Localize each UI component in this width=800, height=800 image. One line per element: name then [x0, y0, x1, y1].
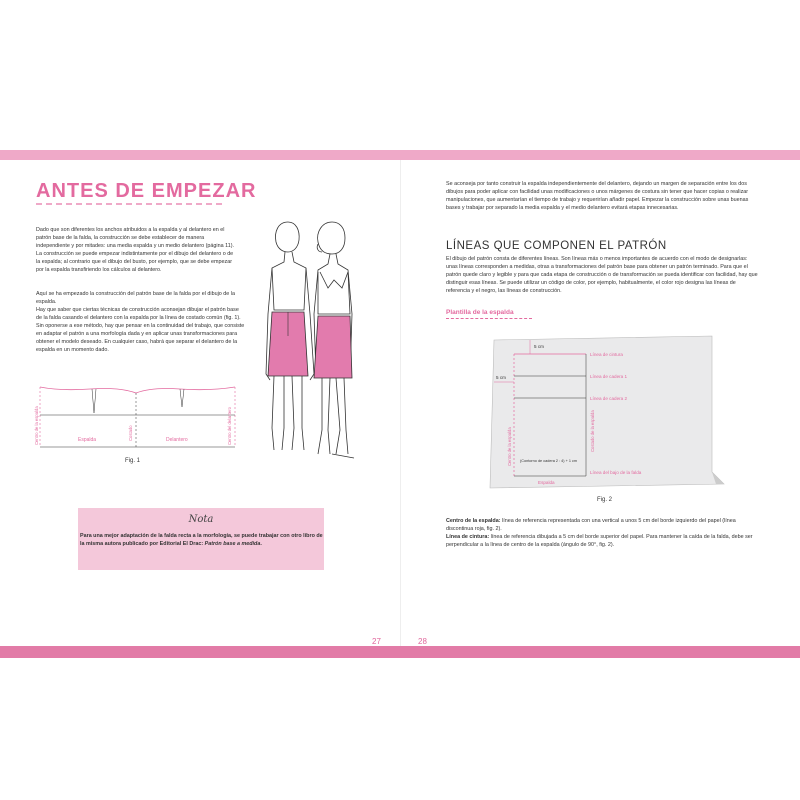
plantilla-subheading: Plantilla de la espalda	[446, 309, 514, 316]
left-page-heading: ANTES DE EMPEZAR	[36, 180, 257, 202]
heading-dashed-underline	[36, 203, 222, 205]
fig2-contorno-note: (Contorno de cadera 2 : 4) + 1 cm	[520, 459, 578, 463]
figure-2-pattern-template	[486, 334, 736, 494]
fig1-espalda-label: Espalda	[78, 437, 97, 443]
front-skirt	[314, 316, 352, 378]
right-intro-paragraph: Se aconseja por tanto construir la espalda independientemente del delantero, dejando un margen de separación entre los dos dibujos para poder aplicar con facilidad unas modificaciones o unos márgenes de costura sin tener que hacer copias o realizar manipulaciones, que aumentarían el tiempo de trabajo y requerirían añadir papel. Empezar la construcción sobre unas buenas bases y trabajar por separado la media espalda y el medio delantero evitará etapas innecesarias.	[446, 181, 749, 212]
left-intro-paragraph: Dado que son diferentes los anchos atribuidos a la espalda y al delantero en el patrón base de la falda, la construcción se debe establecer de manera independiente y por mitades: una media espalda y un medio delantero (página 11). La construcción se puede empezar indistintamente por el dibujo del delantero o de la espalda; al contrario que el dibujo del busto, por ejemplo, que se debe empezar por la espalda transfiriendo los cálculos al delantero.	[36, 227, 234, 274]
nota-title: Nota	[188, 514, 214, 525]
fig2-linea-cadera2: Línea de cadera 2	[590, 396, 628, 401]
fig1-centro-espalda-label: Centro de la espalda	[34, 406, 39, 445]
subheading-dashed-underline	[446, 318, 532, 319]
figure-1-pattern	[30, 383, 248, 458]
fig2-espalda: Espalda	[538, 480, 555, 485]
fig1-centro-delantero-label: Centro del delantero	[227, 407, 232, 445]
right-page-heading: LÍNEAS QUE COMPONEN EL PATRÓN	[446, 240, 667, 252]
nota-text-bold: Para una mejor adaptación de la falda recta a la morfología, se puede trabajar con otro libro de la misma autora publicado por Editorial El Drac:	[80, 533, 323, 548]
fig2-5cm-top: 5 cm	[534, 344, 544, 349]
fig1-delantero-label: Delantero	[166, 437, 188, 443]
bottom-decorative-band	[0, 646, 800, 658]
back-legs	[272, 376, 304, 450]
fig2-centro-espalda: Centro de la espalda	[507, 427, 512, 466]
definition-linea-cintura	[446, 533, 758, 549]
right-body-paragraph: El dibujo del patrón consta de diferentes líneas. Son líneas más o menos importantes de acuerdo con el modo de designarlas: unas líneas corresponden a medidas, otras a transformaciones del patrón base para obtener un patrón terminado. Para que el patrón quede claro y legible y para que cada etapa de construcción o de transformación se pueda identificar con facilidad, hay que distinguir esas líneas. Se puede utilizar un código de color, por ejemplo, habitualmente, el color rojo designa las líneas de referencia y el negro, las líneas de construcción.	[446, 256, 758, 295]
figure-1-caption: Fig. 1	[125, 458, 141, 464]
fig2-linea-cintura: Línea de cintura	[590, 352, 623, 357]
hip-curve-line	[40, 387, 235, 393]
fig2-linea-cadera1: Línea de cadera 1	[590, 374, 628, 379]
definition-centro-espalda	[446, 517, 758, 533]
fig2-bajo-falda: Línea del bajo de la falda	[590, 470, 642, 475]
book-spine	[400, 160, 401, 646]
nota-text-end: .	[260, 541, 262, 548]
fig2-costado-espalda: Costado de la espalda	[590, 410, 595, 452]
nota-text-italic: Patrón base a medida	[204, 541, 261, 548]
fashion-illustration	[252, 218, 364, 460]
paper-sheet	[490, 336, 724, 488]
definitions-block	[446, 517, 758, 549]
fig2-5cm-left: 5 cm	[496, 375, 506, 380]
def2-term: Línea de cintura:	[446, 534, 490, 541]
def1-text: línea de referencia representada con una vertical a unos 5 cm del borde izquierdo del papel (línea discontinua roja, fig. 2).	[446, 518, 736, 533]
nota-text	[78, 532, 324, 549]
front-legs	[318, 378, 354, 458]
left-paragraph-2: Aquí se ha empezado la construcción del patrón base de la falda por el dibujo de la espalda.	[36, 291, 235, 306]
fig1-costado-label: Costado	[128, 425, 133, 441]
right-page-number: 28	[418, 637, 427, 646]
top-decorative-band	[0, 150, 800, 160]
figure-2-caption: Fig. 2	[597, 497, 613, 503]
left-paragraph-3: Hay que saber que ciertas técnicas de construcción aconsejan dibujar el patrón base de la falda casando el delantero con la espalda por la línea de costado común (fig. 1). Sin oponerse a ese método, hay que pensar en la continuidad del trabajo, que consiste en adaptar el patrón a una morfología dada y en aplicar unas transformaciones para obtener el modelo deseado. En cualquier caso, habrá que separar el delantero de la espalda en un momento dado.	[36, 307, 245, 354]
left-page-number: 27	[372, 637, 381, 646]
nota-box	[78, 508, 324, 570]
def1-term: Centro de la espalda:	[446, 518, 501, 524]
def2-text: línea de referencia dibujada a 5 cm del borde superior del papel. Para mantener la caída de la falda, debe ser perpendicular a la línea de centro de la espalda (ángulo de 90°, fig. 2).	[446, 534, 753, 549]
